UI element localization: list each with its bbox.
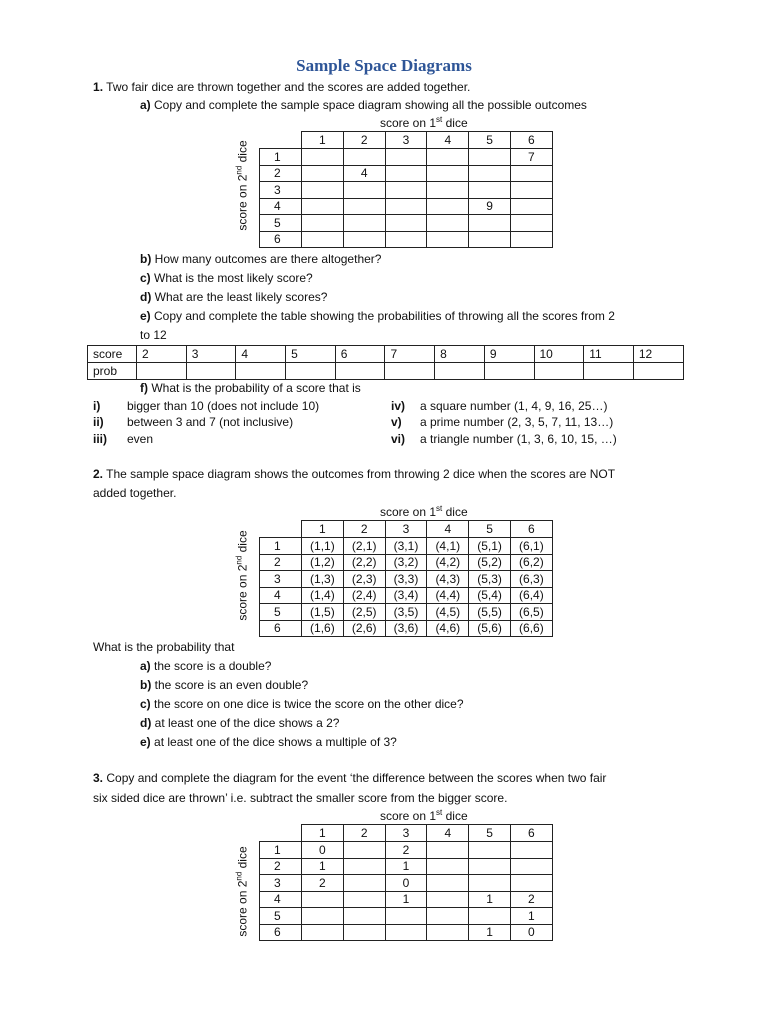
- table-cell: [385, 182, 427, 199]
- table-row: [260, 908, 553, 925]
- row-header-cell: 1: [260, 149, 302, 166]
- table-cell: (3,6): [385, 620, 427, 637]
- q3-number: 3.: [93, 771, 104, 785]
- table-row: [260, 165, 553, 182]
- table-cell: 1: [302, 858, 344, 875]
- col-header-cell: 2: [343, 132, 385, 149]
- q2-item-label: b): [140, 678, 152, 692]
- table-cell: 0: [510, 924, 552, 941]
- table-cell: 0: [385, 875, 427, 892]
- table-row: [260, 875, 553, 892]
- table-cell: (1,2): [302, 554, 344, 571]
- q1-axis-side-label: [234, 131, 250, 241]
- score-cell: 8: [435, 346, 485, 363]
- q2-axis-top-label: [380, 505, 468, 519]
- q1-f-text: What is the probability of a score that is: [151, 381, 361, 395]
- axis-side-sup: nd: [234, 871, 244, 881]
- table-cell: [427, 924, 469, 941]
- q1-intro: 1. Two fair dice are thrown together and the scores are added together.: [93, 80, 471, 94]
- col-header-cell: 5: [469, 521, 511, 538]
- prob-cell: [435, 363, 485, 380]
- col-header-cell: 1: [302, 132, 344, 149]
- table-cell: (5,3): [469, 571, 511, 588]
- q1-probability-table: [87, 345, 684, 380]
- q2-item-text: the score is a double?: [154, 659, 272, 673]
- table-cell: [302, 231, 344, 248]
- score-cell: 7: [385, 346, 435, 363]
- col-header-cell: 4: [427, 521, 469, 538]
- table-cell: [469, 875, 511, 892]
- table-cell: (4,2): [427, 554, 469, 571]
- q2-sample-space-table: [259, 520, 553, 637]
- col-header-cell: 4: [427, 132, 469, 149]
- f-item-number: ii): [93, 415, 104, 429]
- table-cell: [302, 182, 344, 199]
- q1-b-label: b): [140, 252, 152, 266]
- table-cell: [385, 924, 427, 941]
- table-cell: (2,2): [343, 554, 385, 571]
- q3-axis-side-label: [234, 837, 250, 947]
- table-cell: [510, 165, 552, 182]
- table-row: [260, 149, 553, 166]
- f-item-text: bigger than 10 (does not include 10): [127, 399, 320, 413]
- table-cell: [427, 875, 469, 892]
- axis-side-end: dice: [235, 846, 250, 872]
- col-header-cell: 6: [510, 825, 552, 842]
- prob-cell: [584, 363, 634, 380]
- table-cell: [302, 908, 344, 925]
- col-header-cell: 6: [510, 521, 552, 538]
- q1-e-label: e): [140, 309, 151, 323]
- col-header-cell: 6: [510, 132, 552, 149]
- table-cell: [510, 215, 552, 232]
- q2-item-label: d): [140, 716, 152, 730]
- axis-side-text: score on 2: [235, 174, 250, 231]
- score-cell: 9: [484, 346, 534, 363]
- prob-cell: [633, 363, 683, 380]
- table-row: [260, 215, 553, 232]
- prob-cell: [137, 363, 187, 380]
- axis-side-text: score on 2: [235, 880, 250, 937]
- table-row: [260, 571, 553, 588]
- table-cell: (3,4): [385, 587, 427, 604]
- table-cell: (1,3): [302, 571, 344, 588]
- axis-top-sup: st: [436, 808, 443, 817]
- axis-top-text: score on 1: [380, 116, 437, 130]
- row-header-cell: 3: [260, 875, 302, 892]
- table-cell: [510, 842, 552, 859]
- table-cell: (6,4): [510, 587, 552, 604]
- prob-row: [88, 363, 684, 380]
- prob-cell: [534, 363, 584, 380]
- table-cell: [343, 858, 385, 875]
- q1-part-f: [140, 381, 361, 395]
- q1-part-e-cont: to 12: [140, 328, 167, 342]
- table-cell: 1: [510, 908, 552, 925]
- table-cell: [302, 891, 344, 908]
- col-header-cell: 5: [469, 132, 511, 149]
- table-cell: (6,3): [510, 571, 552, 588]
- col-header-cell: 3: [385, 521, 427, 538]
- table-cell: [427, 891, 469, 908]
- row-header-cell: 5: [260, 604, 302, 621]
- q1-b-text: How many outcomes are there altogether?: [154, 252, 382, 266]
- q2-item-text: the score on one dice is twice the score on the other dice?: [154, 697, 464, 711]
- q2-item-label: e): [140, 735, 151, 749]
- q2-intro: [93, 467, 615, 481]
- axis-top-sup: st: [436, 504, 443, 513]
- table-cell: (3,2): [385, 554, 427, 571]
- table-cell: [510, 858, 552, 875]
- table-cell: [427, 182, 469, 199]
- table-cell: 1: [385, 858, 427, 875]
- q2-item-text: the score is an even double?: [154, 678, 309, 692]
- row-header-cell: 2: [260, 165, 302, 182]
- q1-c-label: c): [140, 271, 151, 285]
- table-cell: (5,5): [469, 604, 511, 621]
- prob-label-cell: prob: [88, 363, 137, 380]
- table-cell: [469, 215, 511, 232]
- row-header-cell: 1: [260, 538, 302, 555]
- axis-side-text: score on 2: [235, 564, 250, 621]
- table-cell: 9: [469, 198, 511, 215]
- table-cell: 1: [469, 924, 511, 941]
- table-cell: [343, 182, 385, 199]
- prob-cell: [236, 363, 286, 380]
- q2-item: [140, 716, 339, 730]
- q1-d-text: What are the least likely scores?: [154, 290, 328, 304]
- q3-intro-text-1: Copy and complete the diagram for the event ‘the difference between the scores when two fair: [106, 771, 607, 785]
- row-header-cell: 1: [260, 842, 302, 859]
- q2-item-text: at least one of the dice shows a multiple of 3?: [154, 735, 397, 749]
- score-cell: 11: [584, 346, 634, 363]
- table-cell: [510, 198, 552, 215]
- q1-part-b: [140, 252, 381, 266]
- table-cell: [302, 215, 344, 232]
- table-row: [260, 538, 553, 555]
- q2-item: [140, 735, 397, 749]
- table-cell: [343, 231, 385, 248]
- prob-cell: [484, 363, 534, 380]
- page-title: Sample Space Diagrams: [296, 56, 472, 75]
- score-label-cell: score: [88, 346, 137, 363]
- q3-intro-cont: six sided dice are thrown’ i.e. subtract the smaller score from the bigger score.: [93, 791, 508, 805]
- table-cell: (2,1): [343, 538, 385, 555]
- table-cell: (3,3): [385, 571, 427, 588]
- score-cell: 3: [186, 346, 236, 363]
- q1-sample-space-table: [259, 131, 553, 248]
- row-header-cell: 3: [260, 571, 302, 588]
- axis-top-end: dice: [442, 116, 468, 130]
- table-row: [260, 842, 553, 859]
- q3-difference-table: [259, 824, 553, 941]
- table-cell: (4,6): [427, 620, 469, 637]
- table-cell: [469, 858, 511, 875]
- row-header-cell: 6: [260, 620, 302, 637]
- table-row: [260, 858, 553, 875]
- table-cell: [427, 149, 469, 166]
- table-cell: (6,1): [510, 538, 552, 555]
- table-cell: (6,6): [510, 620, 552, 637]
- row-header-cell: 3: [260, 182, 302, 199]
- q2-prompt: What is the probability that: [93, 640, 235, 654]
- col-header-cell: 1: [302, 521, 344, 538]
- table-cell: [385, 165, 427, 182]
- score-cell: 12: [633, 346, 683, 363]
- table-cell: (5,4): [469, 587, 511, 604]
- f-item-number: i): [93, 399, 101, 413]
- q3-axis-top-label: [380, 809, 468, 823]
- col-header-cell: 3: [385, 132, 427, 149]
- corner-cell: [260, 521, 302, 538]
- table-cell: [469, 231, 511, 248]
- score-row: [88, 346, 684, 363]
- table-cell: (4,1): [427, 538, 469, 555]
- table-cell: (1,1): [302, 538, 344, 555]
- score-cell: 5: [286, 346, 336, 363]
- table-cell: 2: [510, 891, 552, 908]
- q2-item-label: c): [140, 697, 151, 711]
- q1-part-c: [140, 271, 313, 285]
- table-cell: (5,6): [469, 620, 511, 637]
- table-cell: [343, 891, 385, 908]
- table-cell: 1: [385, 891, 427, 908]
- table-cell: [385, 149, 427, 166]
- table-cell: (3,5): [385, 604, 427, 621]
- row-header-cell: 6: [260, 924, 302, 941]
- table-cell: (4,5): [427, 604, 469, 621]
- table-cell: [427, 908, 469, 925]
- table-cell: [343, 215, 385, 232]
- row-header-cell: 4: [260, 198, 302, 215]
- f-item-number: iv): [391, 399, 406, 413]
- f-item-text: even: [127, 432, 154, 446]
- col-header-cell: 2: [343, 825, 385, 842]
- axis-top-end: dice: [442, 809, 468, 823]
- table-cell: [427, 215, 469, 232]
- q1-d-label: d): [140, 290, 152, 304]
- header-row: [260, 132, 553, 149]
- table-cell: [385, 198, 427, 215]
- col-header-cell: 4: [427, 825, 469, 842]
- row-header-cell: 2: [260, 554, 302, 571]
- q1-axis-top-label: [380, 116, 468, 130]
- table-cell: [343, 875, 385, 892]
- table-cell: (2,6): [343, 620, 385, 637]
- table-cell: [427, 858, 469, 875]
- col-header-cell: 1: [302, 825, 344, 842]
- corner-cell: [260, 825, 302, 842]
- q2-number: 2.: [93, 467, 104, 481]
- axis-top-sup: st: [436, 115, 443, 124]
- axis-top-text: score on 1: [380, 505, 437, 519]
- q2-item: [140, 697, 464, 711]
- f-item-text: a square number (1, 4, 9, 16, 25…): [420, 399, 608, 413]
- row-header-cell: 4: [260, 587, 302, 604]
- q2-item: [140, 678, 308, 692]
- table-cell: (5,2): [469, 554, 511, 571]
- header-row: [260, 825, 553, 842]
- table-cell: (5,1): [469, 538, 511, 555]
- q1-a-text: Copy and complete the sample space diagram showing all the possible outcomes: [154, 98, 587, 112]
- table-cell: (2,3): [343, 571, 385, 588]
- axis-side-end: dice: [235, 530, 250, 556]
- score-cell: 4: [236, 346, 286, 363]
- f-item-text: a prime number (2, 3, 5, 7, 11, 13…): [420, 415, 614, 429]
- f-item-number: vi): [391, 432, 406, 446]
- f-item-text: between 3 and 7 (not inclusive): [127, 415, 294, 429]
- table-cell: [385, 908, 427, 925]
- q1-intro-text: Two fair dice are thrown together and the scores are added together.: [106, 80, 471, 94]
- q2-axis-side-label: [234, 521, 250, 631]
- table-cell: (1,4): [302, 587, 344, 604]
- table-cell: [427, 842, 469, 859]
- table-cell: [302, 924, 344, 941]
- table-row: [260, 924, 553, 941]
- q2-intro-text-1: The sample space diagram shows the outcomes from throwing 2 dice when the scores are NOT: [106, 467, 616, 481]
- table-row: [260, 620, 553, 637]
- table-cell: 7: [510, 149, 552, 166]
- table-cell: [469, 165, 511, 182]
- table-cell: [343, 198, 385, 215]
- table-row: [260, 231, 553, 248]
- header-row: [260, 521, 553, 538]
- q1-part-e: [140, 309, 615, 323]
- table-row: [260, 198, 553, 215]
- table-cell: (1,5): [302, 604, 344, 621]
- table-cell: (2,4): [343, 587, 385, 604]
- q1-c-text: What is the most likely score?: [154, 271, 313, 285]
- table-cell: [343, 149, 385, 166]
- table-row: [260, 891, 553, 908]
- table-cell: [510, 182, 552, 199]
- axis-top-end: dice: [442, 505, 468, 519]
- table-cell: [469, 842, 511, 859]
- table-row: [260, 182, 553, 199]
- table-cell: [510, 231, 552, 248]
- q1-e-text-1: Copy and complete the table showing the probabilities of throwing all the scores from 2: [154, 309, 615, 323]
- prob-cell: [186, 363, 236, 380]
- table-cell: 0: [302, 842, 344, 859]
- table-cell: [469, 908, 511, 925]
- table-cell: (3,1): [385, 538, 427, 555]
- table-cell: [302, 149, 344, 166]
- q1-number: 1: [93, 80, 100, 94]
- table-cell: 1: [469, 891, 511, 908]
- table-cell: [343, 924, 385, 941]
- table-cell: [469, 182, 511, 199]
- table-cell: 2: [385, 842, 427, 859]
- corner-cell: [260, 132, 302, 149]
- prob-cell: [286, 363, 336, 380]
- table-cell: (4,4): [427, 587, 469, 604]
- axis-side-sup: nd: [234, 165, 244, 175]
- prob-cell: [385, 363, 435, 380]
- axis-side-sup: nd: [234, 555, 244, 565]
- q1-part-d: [140, 290, 327, 304]
- table-cell: [343, 908, 385, 925]
- row-header-cell: 2: [260, 858, 302, 875]
- q2-item-text: at least one of the dice shows a 2?: [154, 716, 340, 730]
- table-cell: 4: [343, 165, 385, 182]
- q3-intro: [93, 771, 606, 785]
- table-cell: [469, 149, 511, 166]
- col-header-cell: 5: [469, 825, 511, 842]
- q1-a-label: a): [140, 98, 151, 112]
- q2-intro-cont: added together.: [93, 486, 177, 500]
- q2-item: [140, 659, 271, 673]
- col-header-cell: 2: [343, 521, 385, 538]
- table-row: [260, 587, 553, 604]
- table-cell: (6,2): [510, 554, 552, 571]
- prob-cell: [335, 363, 385, 380]
- q2-item-label: a): [140, 659, 151, 673]
- col-header-cell: 3: [385, 825, 427, 842]
- q1-f-label: f): [140, 381, 148, 395]
- table-cell: [510, 875, 552, 892]
- table-cell: (4,3): [427, 571, 469, 588]
- f-item-text: a triangle number (1, 3, 6, 10, 15, …): [420, 432, 617, 446]
- score-cell: 10: [534, 346, 584, 363]
- table-cell: (6,5): [510, 604, 552, 621]
- row-header-cell: 4: [260, 891, 302, 908]
- score-cell: 6: [335, 346, 385, 363]
- table-cell: [302, 198, 344, 215]
- axis-top-text: score on 1: [380, 809, 437, 823]
- table-cell: [385, 231, 427, 248]
- table-cell: 2: [302, 875, 344, 892]
- score-cell: 2: [137, 346, 187, 363]
- table-cell: [302, 165, 344, 182]
- table-cell: [427, 198, 469, 215]
- row-header-cell: 6: [260, 231, 302, 248]
- axis-side-end: dice: [235, 140, 250, 166]
- q1-part-a: [140, 98, 587, 112]
- f-item-number: v): [391, 415, 402, 429]
- table-cell: [343, 842, 385, 859]
- table-cell: [427, 231, 469, 248]
- row-header-cell: 5: [260, 215, 302, 232]
- row-header-cell: 5: [260, 908, 302, 925]
- table-row: [260, 554, 553, 571]
- f-item-number: iii): [93, 432, 107, 446]
- table-cell: (1,6): [302, 620, 344, 637]
- table-cell: [385, 215, 427, 232]
- table-row: [260, 604, 553, 621]
- table-cell: [427, 165, 469, 182]
- table-cell: (2,5): [343, 604, 385, 621]
